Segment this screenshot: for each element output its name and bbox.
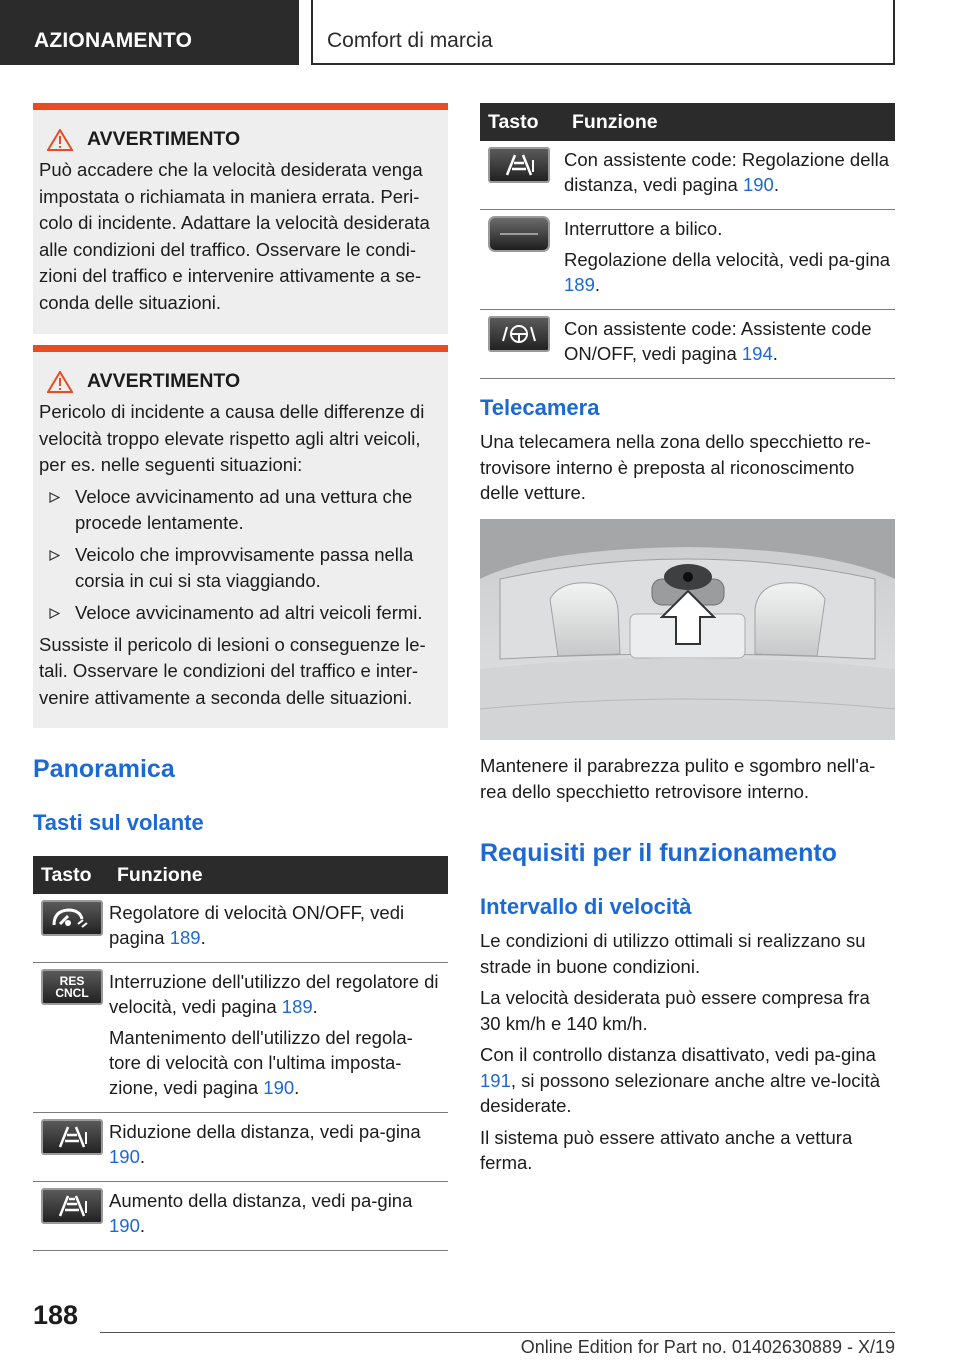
res-cncl-icon: RES CNCL [41, 969, 103, 1005]
table-row [33, 1113, 448, 1182]
camera-location-image [480, 519, 895, 740]
page-ref-link[interactable]: 189 [169, 927, 201, 948]
warning-triangle-icon [47, 129, 73, 151]
table-row [33, 1182, 448, 1251]
triangle-bullet-icon [49, 550, 60, 561]
page-ref-link[interactable]: 189 [281, 996, 313, 1017]
overview-heading: Panoramica [33, 755, 175, 783]
row-text: Interruzione dell'utilizzo del regolatore di velocità, vedi pagina 189. [109, 971, 439, 1017]
page-ref-link[interactable]: 190 [742, 174, 774, 195]
page-ref-link[interactable]: 189 [564, 274, 595, 295]
row-text: Regolazione della velocità, vedi pa-gina 189. [564, 249, 891, 295]
section-tab: AZIONAMENTO [0, 0, 299, 65]
triangle-bullet-icon [49, 608, 60, 619]
warning-box-2 [33, 345, 448, 728]
distance-increase-icon [41, 1188, 103, 1224]
edition-note: Online Edition for Part no. 01402630889 - X/19 [520, 1337, 895, 1357]
table-row [33, 963, 448, 1113]
camera-heading: Telecamera [480, 395, 600, 420]
warning-intro: Pericolo di incidente a causa delle differenze di velocità troppo elevate rispetto agli altri veicoli, per es. nelle seguenti situazioni: [39, 401, 425, 475]
paragraph: Il sistema può essere attivato anche a vettura ferma. [480, 1126, 853, 1173]
warning-box-1 [33, 103, 448, 334]
requirements-text [480, 928, 895, 1176]
list-item: Veicolo che improvvisamente passa nella corsia in cui si sta viaggiando. [39, 542, 440, 594]
camera-caption: Mantenere il parabrezza pulito e sgombro nell'a-rea dello specchietto retrovisore interno. [480, 755, 876, 802]
paragraph: Con il controllo distanza disattivato, vedi pa-gina 191, si possono selezionare anche altre ve-locità desiderate. [480, 1044, 881, 1116]
list-item: Veloce avvicinamento ad altri veicoli fermi. [39, 600, 440, 626]
chapter-title: Comfort di marcia [311, 0, 895, 65]
requirements-heading: Requisiti per il funzionamento [480, 839, 837, 867]
row-text: Regolatore di velocità ON/OFF, vedi pagina 189. [109, 902, 405, 948]
page-ref-link[interactable]: 190 [263, 1077, 295, 1098]
table-row [480, 141, 895, 210]
cruise-control-icon [41, 900, 103, 936]
page-ref-link[interactable]: 190 [109, 1146, 140, 1167]
footer-divider [100, 1332, 895, 1333]
col-key-header: Tasto [33, 856, 109, 894]
steering-keys-table [33, 856, 448, 1251]
distance-decrease-icon [41, 1119, 103, 1155]
warning-outro: Sussiste il pericolo di lesioni o conseguenze le-tali. Osservare le condizioni del traffico e inter-venire attivamente a seconda delle situazioni. [39, 633, 426, 708]
warning-title: AVVERTIMENTO [39, 128, 440, 151]
page-number: 188 [33, 1300, 79, 1330]
page-ref-link[interactable]: 190 [109, 1215, 140, 1236]
paragraph: Le condizioni di utilizzo ottimali si realizzano su strade in buone condizioni. [480, 930, 866, 977]
warning-text: Può accadere che la velocità desiderata venga impostata o richiamata in maniera errata. Peri-colo di incidente. Adattare la velocità desiderata alle condizioni del traffico. Osservare le condi-zioni del traffico e intervenire attivamente a se-conda delle situazioni. [39, 159, 430, 313]
paragraph: La velocità desiderata può essere compresa fra 30 km/h e 140 km/h. [480, 987, 870, 1034]
warning-list [39, 484, 440, 626]
row-text: Con assistente code: Regolazione della distanza, vedi pagina 190. [564, 149, 889, 195]
rocker-switch-icon [488, 216, 550, 252]
assistant-keys-table [480, 103, 895, 379]
steering-keys-heading: Tasti sul volante [33, 810, 204, 835]
list-item: Veloce avvicinamento ad una vettura che procede lentamente. [39, 484, 440, 536]
warning-title: AVVERTIMENTO [39, 370, 440, 393]
camera-text: Una telecamera nella zona dello specchietto re-trovisore interno è preposta al riconoscimento delle vetture. [480, 431, 871, 503]
speed-range-heading: Intervallo di velocità [480, 894, 692, 919]
page-ref-link[interactable]: 191 [480, 1069, 511, 1091]
row-text: Interruttore a bilico. [564, 218, 723, 239]
table-row [480, 310, 895, 379]
row-text: Aumento della distanza, vedi pa-gina 190. [109, 1190, 413, 1236]
warning-triangle-icon [47, 371, 73, 393]
row-text: Mantenimento dell'utilizzo del regola-tore di velocità con l'ultima imposta-zione, vedi pagina 190. [109, 1027, 413, 1098]
triangle-bullet-icon [49, 492, 60, 503]
row-text: Riduzione della distanza, vedi pa-gina 190. [109, 1121, 421, 1167]
row-text: Con assistente code: Assistente code ON/OFF, vedi pagina 194. [564, 318, 872, 364]
table-row [33, 894, 448, 963]
col-function-header: Funzione [564, 103, 895, 141]
page-ref-link[interactable]: 194 [741, 343, 773, 364]
traffic-jam-assistant-icon [488, 316, 550, 352]
col-function-header: Funzione [109, 856, 448, 894]
col-key-header: Tasto [480, 103, 564, 141]
table-row [480, 210, 895, 310]
distance-control-icon [488, 147, 550, 183]
